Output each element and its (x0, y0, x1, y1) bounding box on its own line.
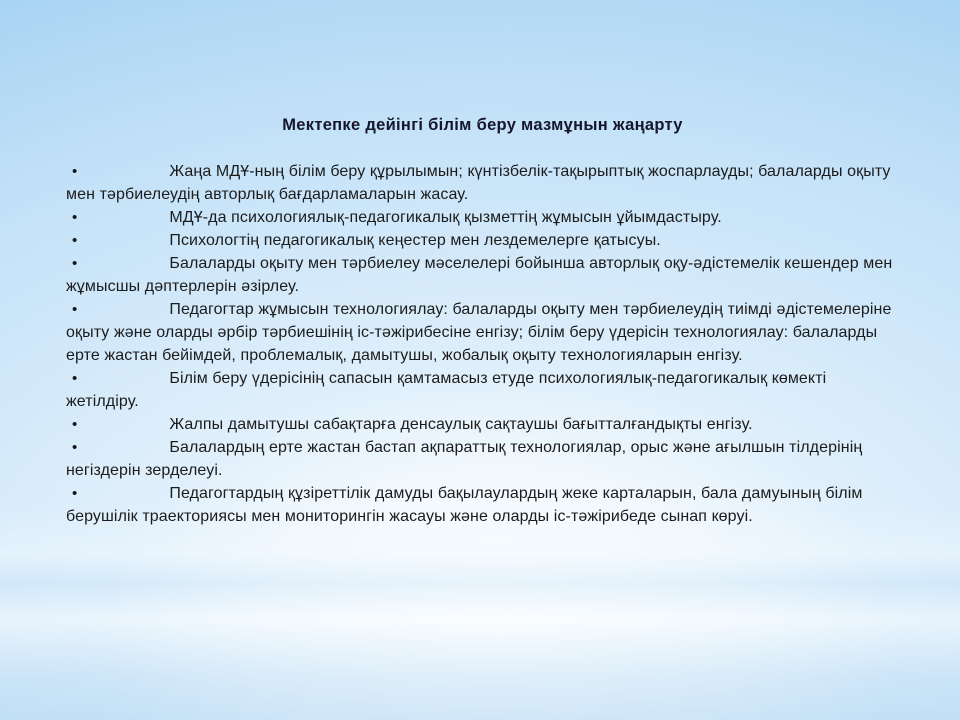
bullet-item (66, 298, 899, 367)
bullet-text: Балаларды оқыту мен тәрбиелеу мәселелері бойынша авторлық оқу-әдістемелік кешендер мен жұмысшы дәптерлерін әзірлеу. (66, 255, 893, 295)
bullet-text: Жалпы дамытушы сабақтарға денсаулық сақтаушы бағытталғандықты енгізу. (169, 416, 753, 433)
bullet-dot-icon: • (72, 301, 78, 318)
bullet-item (66, 229, 899, 252)
bullet-text: Педагогтар жұмысын технологиялау: балаларды оқыту мен тәрбиелеудің тиімді әдістемелеріне оқыту және оларды әрбір тәрбиешінің іс-тәжірибесіне енгізу; білім беру үдерісін технологиялау: балаларды ерте жастан бейімдей, проблемалық, дамытушы, жобалық оқыту технологияларын енгізу. (66, 301, 892, 364)
bullet-text: Балалардың ерте жастан бастап ақпараттық технологиялар, орыс және ағылшын тілдерінің негіздерін зерделеуі. (66, 439, 863, 479)
bullet-dot-icon: • (72, 485, 78, 502)
bullet-dot-icon: • (72, 232, 78, 249)
bullet-dot-icon: • (72, 439, 78, 456)
bullet-item (66, 206, 899, 229)
bullet-text: Психологтің педагогикалық кеңестер мен лездемелерге қатысуы. (169, 232, 661, 249)
bullet-dot-icon: • (72, 209, 78, 226)
bullet-dot-icon: • (72, 416, 78, 433)
bullet-item (66, 252, 899, 298)
bullet-item (66, 482, 899, 528)
bullet-text: Білім беру үдерісінің сапасын қамтамасыз етуде психологиялық-педагогикалық көмекті жетілдіру. (66, 370, 827, 410)
bullet-item (66, 413, 899, 436)
bullet-item (66, 160, 899, 206)
bullet-text: МДҰ-да психологиялық-педагогикалық қызметтің жұмысын ұйымдастыру. (169, 209, 722, 226)
slide-content (66, 114, 899, 528)
bullet-text: Жаңа МДҰ-ның білім беру құрылымын; күнтізбелік-тақырыптық жоспарлауды; балаларды оқыту мен тәрбиелеудің авторлық бағдарламаларын жасау. (66, 163, 891, 203)
bullet-dot-icon: • (72, 255, 78, 272)
bullet-item (66, 436, 899, 482)
bullet-dot-icon: • (72, 370, 78, 387)
bullet-text: Педагогтардың құзіреттілік дамуды бақылаулардың жеке карталарын, бала дамуының білім берушілік траекториясы мен мониторингін жасауы және оларды іс-тәжірибеде сынап көруі. (66, 485, 863, 525)
bullet-item (66, 367, 899, 413)
slide-title: Мектепке дейінгі білім беру мазмұнын жаңарту (282, 116, 683, 134)
bullet-dot-icon: • (72, 163, 78, 180)
bullet-list (66, 160, 899, 528)
